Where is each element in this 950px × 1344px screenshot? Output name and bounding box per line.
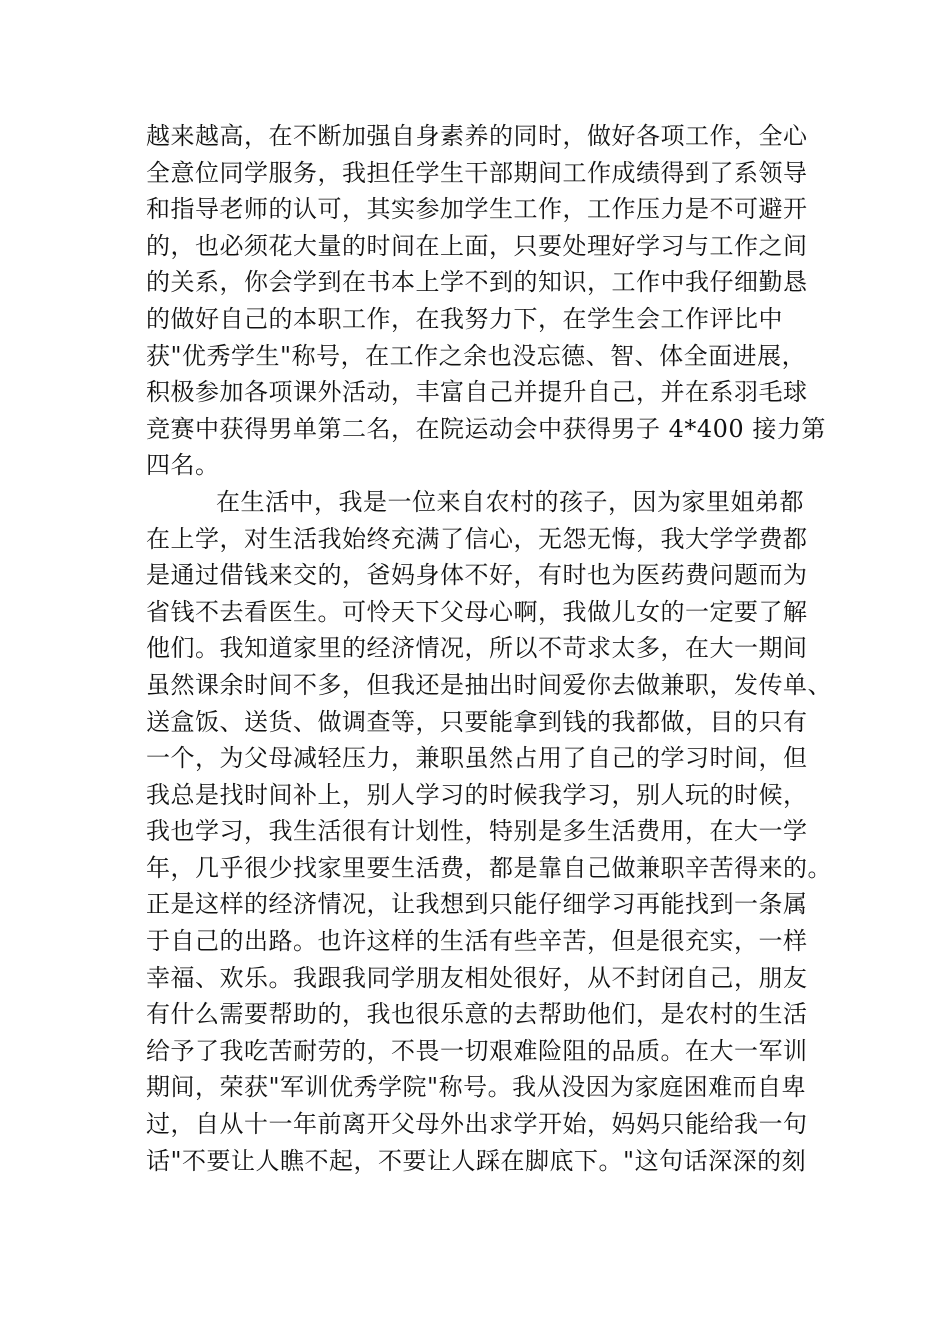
paragraph-2-line-12: 正是这样的经济情况，让我想到只能仔细学习再能找到一条属 xyxy=(146,890,808,919)
paragraph-2-line-19: 话"不要让人瞧不起，不要让人踩在脚底下。"这句话深深的刻 xyxy=(146,1146,807,1175)
paragraph-2-line-10: 我也学习，我生活很有计划性，特别是多生活费用，在大一学 xyxy=(146,817,808,846)
paragraph-2-line-14: 幸福、欢乐。我跟我同学朋友相处很好，从不封闭自己，朋友 xyxy=(146,963,808,992)
paragraph-2-line-16: 给予了我吃苦耐劳的，不畏一切艰难险阻的品质。在大一军训 xyxy=(146,1036,808,1065)
paragraph-2-line-17: 期间，荣获"军训优秀学院"称号。我从没因为家庭困难而自卑 xyxy=(146,1073,807,1102)
paragraph-1-line-5: 的关系，你会学到在书本上学不到的知识，工作中我仔细勤恳 xyxy=(146,268,808,297)
paragraph-2-line-5: 他们。我知道家里的经济情况，所以不苛求太多，在大一期间 xyxy=(146,634,808,663)
paragraph-2-line-9: 我总是找时间补上，别人学习的时候我学习，别人玩的时候， xyxy=(146,780,808,809)
paragraph-1-line-1: 越来越高，在不断加强自身素养的同时，做好各项工作，全心 xyxy=(146,122,808,150)
paragraph-1-line-8: 积极参加各项课外活动，丰富自己并提升自己，并在系羽毛球 xyxy=(146,378,808,407)
paragraph-1-line-6: 的做好自己的本职工作，在我努力下，在学生会工作评比中 xyxy=(146,304,783,333)
paragraph-1-line-7: 获"优秀学生"称号，在工作之余也没忘德、智、体全面进展， xyxy=(146,341,807,370)
body-text xyxy=(146,118,832,1179)
paragraph-2-line-7: 送盒饭、送货、做调查等，只要能拿到钱的我都做，目的只有 xyxy=(146,707,808,736)
paragraph-2-line-2: 在上学，对生活我始终充满了信心，无怨无悔，我大学学费都 xyxy=(146,524,808,553)
paragraph-2-line-15: 有什么需要帮助的，我也很乐意的去帮助他们，是农村的生活 xyxy=(146,1000,808,1029)
paragraph-1-line-2: 全意位同学服务，我担任学生干部期间工作成绩得到了系领导 xyxy=(146,158,808,187)
paragraph-2-line-11: 年，几乎很少找家里要生活费，都是靠自己做兼职辛苦得来的。 xyxy=(146,853,832,882)
paragraph-2-line-13: 于自己的出路。也许这样的生活有些辛苦，但是很充实，一样 xyxy=(146,927,808,956)
paragraph-1-line-4: 的，也必须花大量的时间在上面，只要处理好学习与工作之间 xyxy=(146,231,808,260)
paragraph-2-line-6: 虽然课余时间不多，但我还是抽出时间爱你去做兼职，发传单、 xyxy=(146,670,832,699)
paragraph-2-line-8: 一个，为父母减轻压力，兼职虽然占用了自己的学习时间，但 xyxy=(146,744,808,773)
paragraph-2-line-18: 过，自从十一年前离开父母外出求学开始，妈妈只能给我一句 xyxy=(146,1110,808,1139)
paragraph-2-line-3: 是通过借钱来交的，爸妈身体不好，有时也为医药费问题而为 xyxy=(146,561,808,590)
paragraph-2-line-1: 在生活中，我是一位来自农村的孩子，因为家里姐弟都 xyxy=(216,487,804,516)
paragraph-1-line-9: 竞赛中获得男单第二名，在院运动会中获得男子 4*400 接力第 xyxy=(146,414,826,443)
paragraph-1-line-3: 和指导老师的认可，其实参加学生工作，工作压力是不可避开 xyxy=(146,195,808,224)
paragraph-1-line-10: 四名。 xyxy=(146,451,220,480)
paragraph-2-line-4: 省钱不去看医生。可怜天下父母心啊，我做儿女的一定要了解 xyxy=(146,597,808,626)
